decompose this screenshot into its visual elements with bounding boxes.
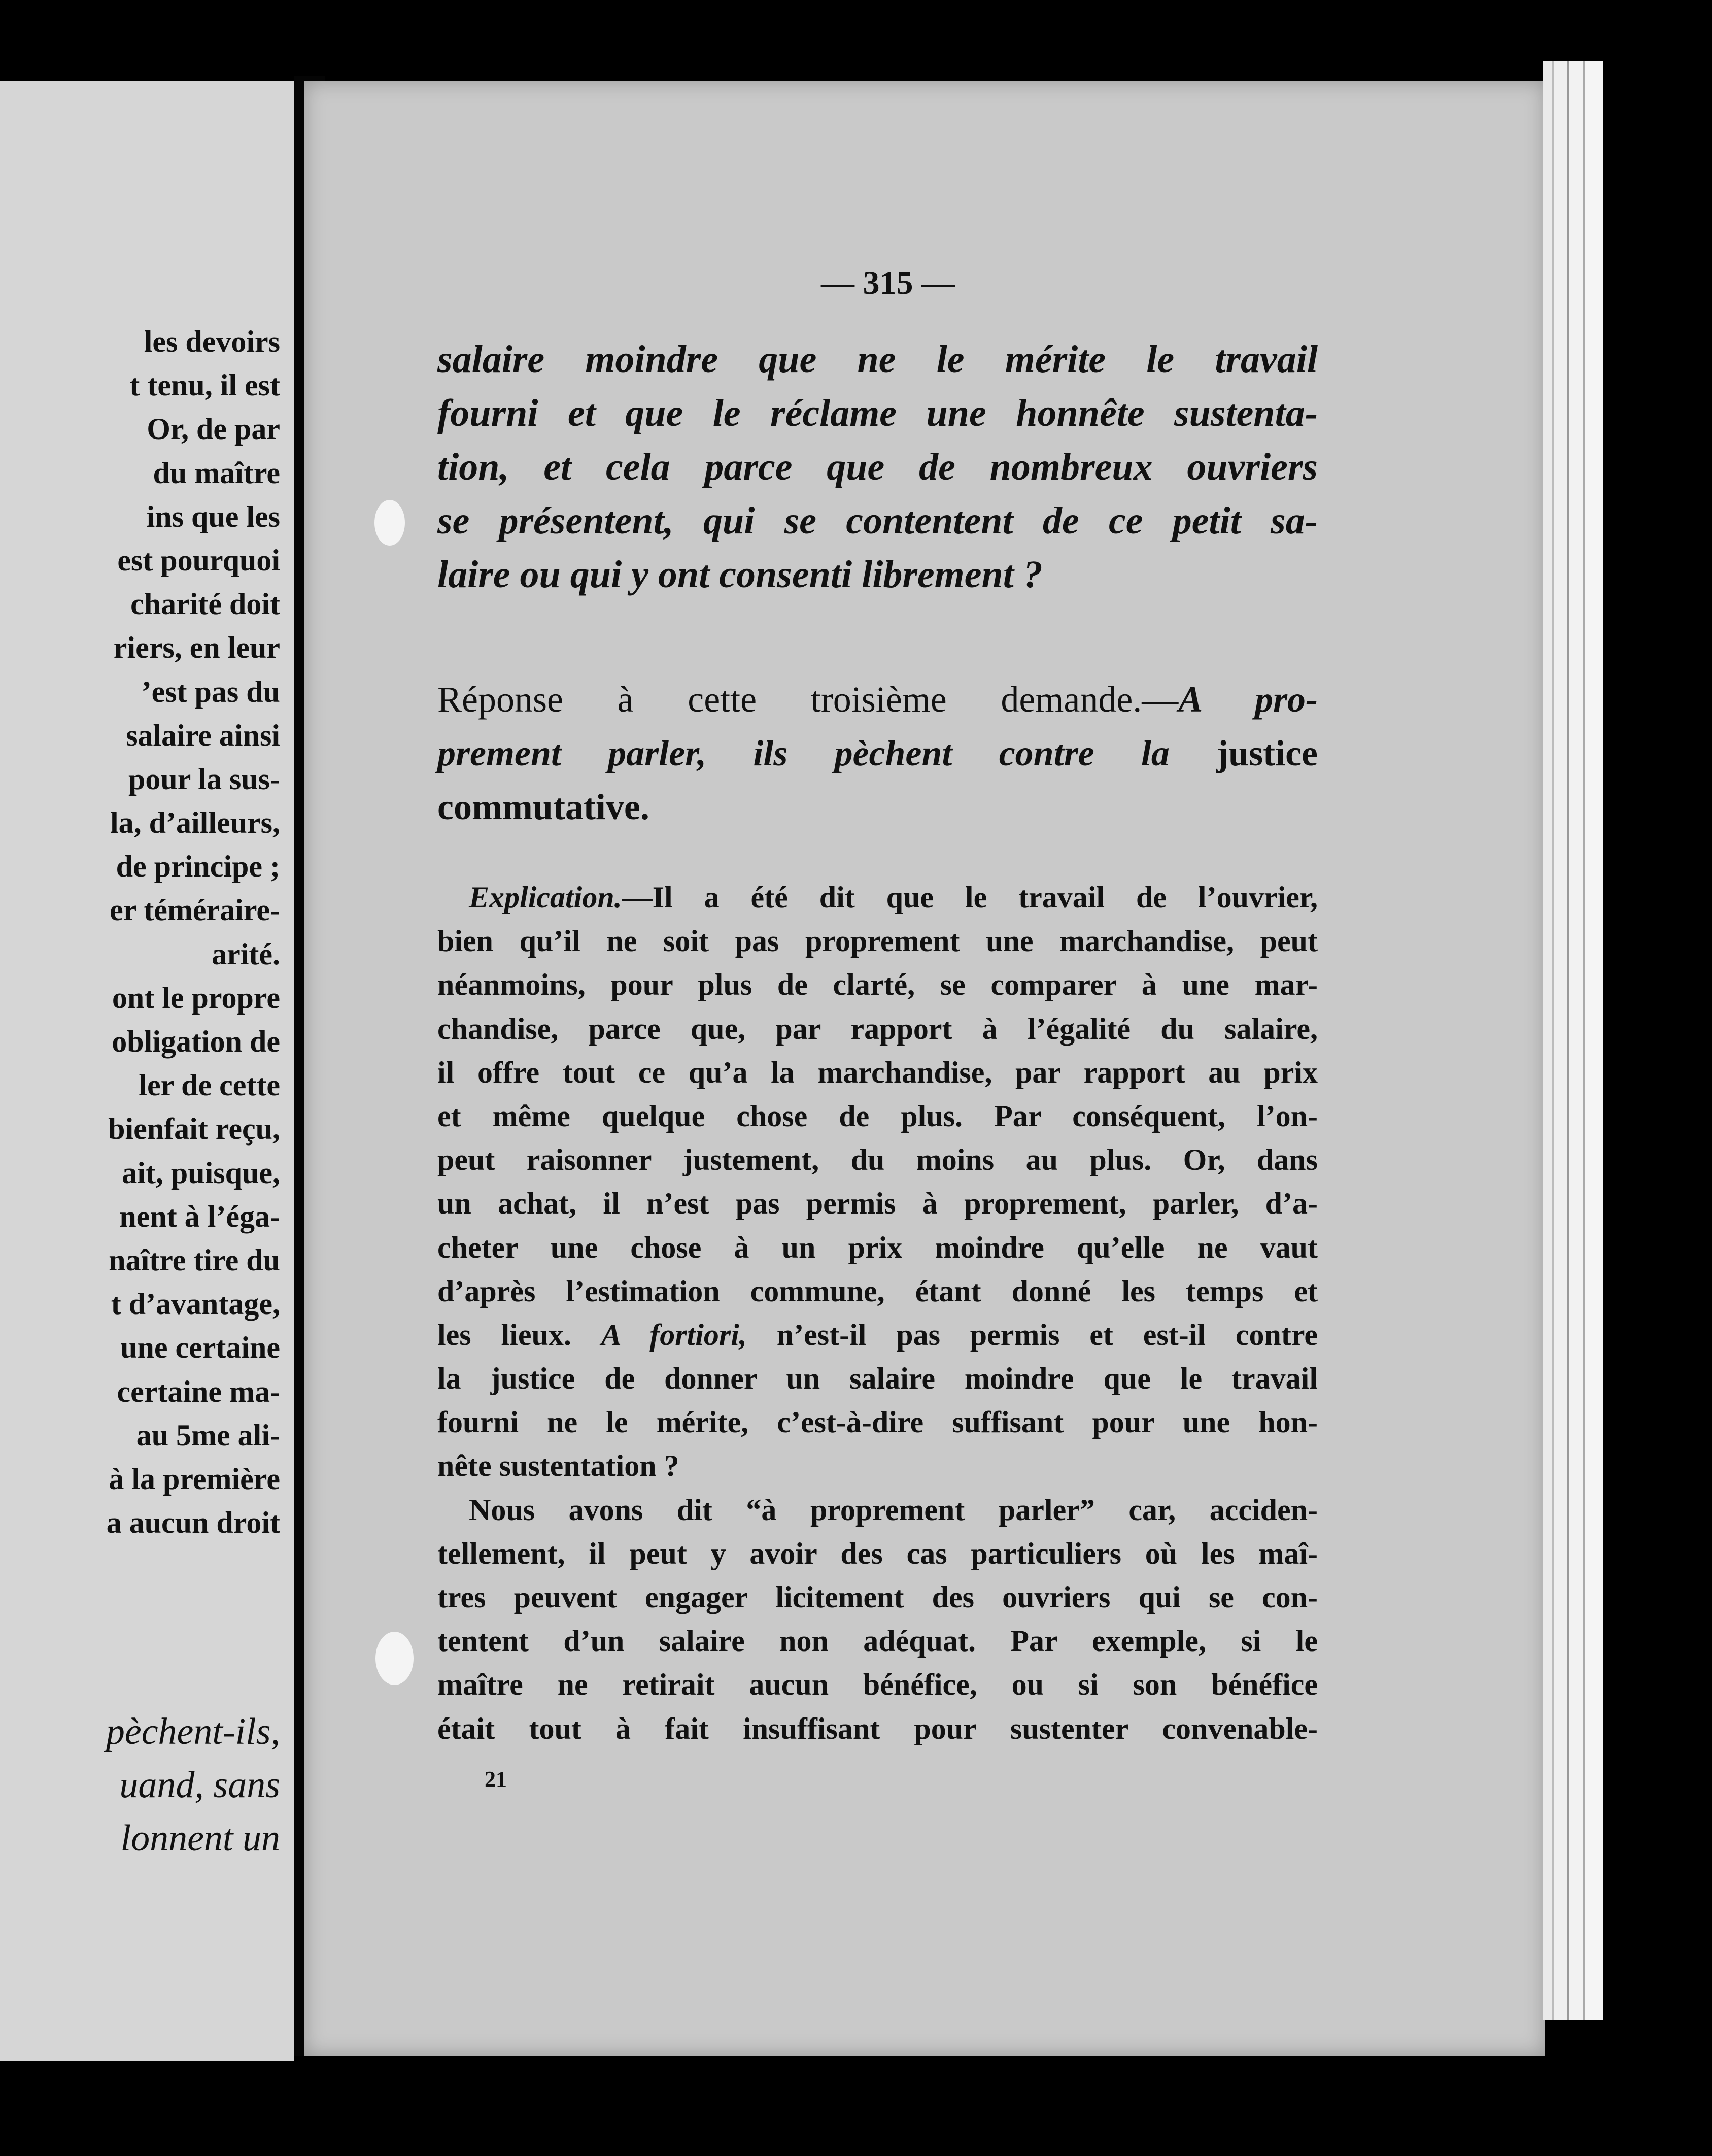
body-line: tellement, il peut y avoir des cas particuliers où les maî- [437, 1536, 1318, 1570]
left-line: arité. [212, 937, 280, 971]
left-italic-line: uand, sans [119, 1764, 280, 1806]
left-line: une certaine [120, 1331, 280, 1365]
answer-line [437, 726, 1318, 780]
a-fortiori: A fortiori, [601, 1318, 747, 1352]
explication-label: Explication. [469, 881, 622, 914]
question-line: salaire moindre que ne le mérite le travail [437, 338, 1318, 381]
body-line: tres peuvent engager licitement des ouvriers qui se con- [437, 1580, 1318, 1614]
body-line [437, 875, 1318, 919]
left-italic-line: pèchent-ils, [106, 1711, 280, 1753]
left-line: est pourquoi [117, 543, 280, 577]
left-page-text [0, 320, 280, 1544]
left-line: Or, de par [147, 412, 280, 446]
left-line: du maître [153, 456, 280, 490]
body-line: tentent d’un salaire non adéquat. Par exemple, si le [437, 1624, 1318, 1658]
left-line: er téméraire- [110, 893, 280, 927]
left-line: nent à l’éga- [119, 1199, 280, 1233]
body-line: cheter une chose à un prix moindre qu’elle ne vaut [437, 1230, 1318, 1264]
page-edges [1543, 61, 1603, 2020]
left-line: la, d’ailleurs, [110, 806, 280, 840]
left-italic-line: lonnent un [120, 1817, 280, 1859]
answer-bold: commutative. [437, 787, 649, 827]
body-line: et même quelque chose de plus. Par conséquent, l’on- [437, 1099, 1318, 1133]
body-line: Nous avons dit “à proprement parler” car, acciden- [469, 1493, 1318, 1527]
left-page [0, 81, 294, 2061]
body-line: d’après l’estimation commune, étant donné les temps et [437, 1274, 1318, 1308]
body-line [437, 1313, 1318, 1357]
left-line: à la première [109, 1462, 280, 1496]
body-line: un achat, il n’est pas permis à proprement, parler, d’a- [437, 1187, 1318, 1221]
question-line: se présentent, qui se contentent de ce petit sa- [437, 499, 1318, 542]
left-line: ins que les [146, 499, 280, 533]
left-page-italic-text [0, 1705, 280, 1865]
left-line: bienfait reçu, [108, 1112, 280, 1146]
left-line: ont le propre [112, 981, 280, 1015]
left-line: riers, en leur [113, 631, 280, 665]
body-line: chandise, parce que, par rapport à l’égalité du salaire, [437, 1012, 1318, 1046]
body-span: les lieux. [437, 1318, 571, 1352]
left-line: certaine ma- [117, 1374, 280, 1408]
answer-line [437, 780, 1318, 834]
body-line: il offre tout ce qu’a la marchandise, par rapport au prix [437, 1055, 1318, 1089]
paper-spot [374, 500, 405, 546]
question-text [437, 332, 1318, 601]
body-line: bien qu’il ne soit pas proprement une marchandise, peut [437, 924, 1318, 958]
question-line: laire ou qui y ont consenti librement ? [437, 553, 1043, 596]
left-line: ait, puisque, [122, 1156, 280, 1190]
body-span: —Il a été dit que le travail de l’ouvrier, [622, 881, 1318, 914]
left-line: au 5me ali- [136, 1418, 280, 1452]
left-line: t tenu, il est [129, 368, 280, 402]
body-line: maître ne retirait aucun bénéfice, ou si son bénéfice [437, 1668, 1318, 1702]
body-span: n’est-il pas permis et est-il contre [776, 1318, 1318, 1352]
body-line: fourni ne le mérite, c’est-à-dire suffisant pour une hon- [437, 1405, 1318, 1439]
page-number: — 315 — [821, 264, 955, 301]
answer-italic: prement parler, ils pèchent contre la [437, 733, 1170, 773]
answer-heading: Réponse à cette troisième demande.— [437, 679, 1179, 720]
answer-text [437, 672, 1318, 834]
answer-bold: justice [1216, 733, 1318, 773]
left-line: obligation de [112, 1025, 280, 1058]
left-line: charité doit [130, 587, 280, 621]
signature-mark: 21 [485, 1767, 507, 1792]
paper-spot [375, 1632, 414, 1685]
body-line: peut raisonner justement, du moins au plus. Or, dans [437, 1143, 1318, 1177]
left-line: de principe ; [116, 850, 280, 884]
question-line: tion, et cela parce que de nombreux ouvriers [437, 446, 1318, 488]
left-line: ler de cette [139, 1068, 280, 1102]
left-line: ’est pas du [141, 675, 280, 709]
left-line: salaire ainsi [126, 718, 280, 752]
left-line: t d’avantage, [111, 1287, 280, 1321]
left-line: a aucun droit [106, 1506, 280, 1540]
answer-line [437, 672, 1318, 726]
body-line: nête sustentation ? [437, 1449, 679, 1483]
body-line: était tout à fait insuffisant pour sustenter convenable- [437, 1711, 1318, 1745]
left-line: naître tire du [109, 1243, 280, 1277]
left-line: les devoirs [144, 325, 280, 358]
question-line: fourni et que le réclame une honnête sustenta- [437, 392, 1318, 434]
body-line: néanmoins, pour plus de clarté, se comparer à une mar- [437, 968, 1318, 1002]
body-text [437, 875, 1318, 1750]
body-line: la justice de donner un salaire moindre que le travail [437, 1362, 1318, 1396]
left-line: pour la sus- [128, 762, 280, 796]
answer-italic: A pro- [1178, 679, 1318, 720]
